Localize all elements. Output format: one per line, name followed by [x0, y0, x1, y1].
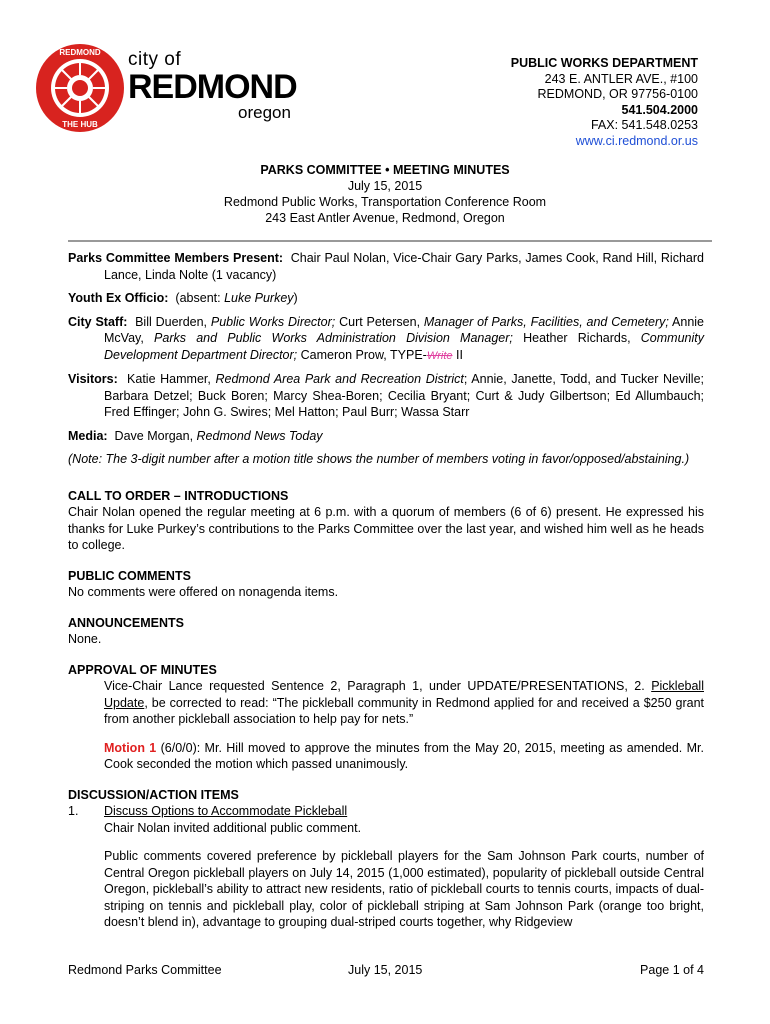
staff-name: Bill Duerden, [135, 314, 211, 329]
brand-city: city of [128, 49, 182, 70]
staff-role: Community Development Department Director; [104, 331, 704, 362]
footer-left: Redmond Parks Committee [68, 963, 222, 977]
media [68, 428, 704, 445]
section-heading: CALL TO ORDER – INTRODUCTIONS [68, 488, 289, 503]
youth-suffix: ) [293, 291, 298, 305]
media-name: Dave Morgan, [114, 428, 197, 443]
staff-role: Public Works Director; [210, 314, 336, 329]
strikethrough-edit: Write [426, 349, 453, 362]
street: 243 E. ANTLER AVE., #100 [544, 71, 698, 86]
item-title: Discuss Options to Accommodate Pickleball [104, 804, 348, 818]
motion-label: Motion 1 [104, 740, 157, 755]
section-text: No comments were offered on nonagenda items. [68, 585, 339, 599]
youth-label: Youth Ex Officio: [68, 291, 169, 305]
visitors [68, 371, 704, 421]
discussion-item [68, 803, 704, 820]
media-org: Redmond News Today [196, 428, 323, 443]
public-comments-section [68, 568, 704, 601]
footer-date: July 15, 2015 [348, 963, 423, 977]
brand-name: REDMOND [128, 68, 297, 106]
minutes-body [68, 250, 704, 931]
section-heading: PUBLIC COMMENTS [68, 568, 191, 583]
city-seal-logo [34, 42, 126, 134]
meeting-address: 243 East Antler Avenue, Redmond, Oregon [265, 211, 505, 225]
fax: FAX: 541.548.0253 [590, 118, 698, 132]
members-present [68, 250, 704, 283]
city-zip: REDMOND, OR 97756-0100 [537, 87, 698, 101]
staff-label: City Staff: [68, 314, 128, 329]
staff-suffix: II [452, 347, 463, 362]
divider [68, 240, 712, 242]
members-label: Parks Committee Members Present: [68, 251, 284, 265]
staff-role: Manager of Parks, Facilities, and Cemetery; [423, 314, 669, 329]
meeting-date: July 15, 2015 [347, 179, 423, 193]
motion-1 [68, 740, 704, 773]
section-heading: DISCUSSION/ACTION ITEMS [68, 787, 239, 802]
item-comments: Public comments covered preference by pickleball players for the Sam Johnson Park courts, number of Central Oregon pickleball players on July 14, 2015 (1,000 estimated), popularity of pickleball outside Central Oregon, pickleball’s ability to attract new residents, ratio of pickleball courts to tennis courts, impacts of dual-striping on tennis and pickleball play, color of pickleball striping at Sam Johnson Park (orange too bright, doesn’t blend in), advantage to grouping dual-striped courts together, why Ridgeview [104, 849, 704, 929]
svg-text:REDMOND: REDMOND [59, 48, 101, 57]
meeting-place: Redmond Public Works, Transportation Conference Room [223, 195, 547, 209]
staff-name: Annie McVay, [104, 314, 704, 345]
dept-name: PUBLIC WORKS DEPARTMENT [510, 56, 698, 70]
announcements-section [68, 615, 704, 648]
svg-text:THE HUB: THE HUB [62, 120, 98, 129]
section-text: None. [68, 632, 102, 646]
section-heading: APPROVAL OF MINUTES [68, 662, 217, 677]
staff-name: Cameron Prow, TYPE- [297, 347, 427, 362]
visitor-name: Katie Hammer, [127, 372, 216, 386]
item-number: 1. [68, 804, 79, 818]
approval-of-minutes-section [68, 662, 704, 773]
call-to-order-section [68, 488, 704, 554]
item-intro: Chair Nolan invited additional public comment. [104, 820, 362, 835]
motion-text: (6/0/0): Mr. Hill moved to approve the minutes from the May 20, 2015, meeting as amended. Mr. Cook seconded the motion which passed unanimously. [104, 740, 704, 771]
correction-text [68, 678, 704, 728]
youth-ex-officio [68, 290, 704, 307]
visitor-org: Redmond Area Park and Recreation District [215, 372, 464, 386]
correction-part: Vice-Chair Lance requested Sentence 2, Paragraph 1, under UPDATE/PRESENTATIONS, 2. [104, 679, 652, 693]
correction-underlined: Pickleball Update [104, 679, 704, 710]
staff-role: Parks and Public Works Administration Division Manager; [154, 331, 513, 345]
phone: 541.504.2000 [621, 102, 698, 117]
visitor-list: ; Annie, Janette, Todd, and Tucker Neville; Barbara Detzel; Buck Boren; Marcy Shea-Boren; Cecilia Bryant; Curt & Judy Gilbertson; Ed Allumbauch; Fred Effinger; John G. Swires; Mel Hatton; Paul Burr; Wassa Starr [104, 372, 704, 419]
section-text: Chair Nolan opened the regular meeting at 6 p.m. with a quorum of members (6 of 6) present. He expressed his thanks for Luke Purkey’s contributions to the Parks Committee over the last year, and wished him well as he heads to college. [68, 505, 704, 552]
staff-name: Curt Petersen, [335, 314, 424, 329]
youth-name: Luke Purkey [224, 291, 294, 305]
correction-part: , be corrected to read: “The pickleball community in Redmond applied for and received a $250 grant from another pickleball association to help pay for nets.” [104, 695, 704, 726]
staff-name: Heather Richards, [512, 331, 641, 345]
city-staff [68, 314, 704, 365]
brand-state: oregon [238, 103, 291, 122]
members-text: Chair Paul Nolan, Vice-Chair Gary Parks, James Cook, Rand Hill, Richard Lance, Linda Nolte (1 vacancy) [104, 251, 704, 282]
city-brand [128, 50, 297, 122]
discussion-section [68, 787, 704, 931]
website-link[interactable]: www.ci.redmond.or.us [575, 133, 698, 148]
department-address [511, 56, 698, 149]
meeting-title: PARKS COMMITTEE • MEETING MINUTES [260, 163, 510, 177]
visitors-label: Visitors: [68, 372, 118, 386]
media-label: Media: [68, 428, 108, 443]
youth-prefix: (absent: [175, 291, 225, 305]
section-heading: ANNOUNCEMENTS [68, 615, 184, 630]
vote-note: (Note: The 3-digit number after a motion title shows the number of members voting in favor/opposed/abstaining.) [68, 452, 690, 466]
meeting-title-block [0, 162, 770, 226]
page-number: Page 1 of 4 [640, 963, 704, 977]
